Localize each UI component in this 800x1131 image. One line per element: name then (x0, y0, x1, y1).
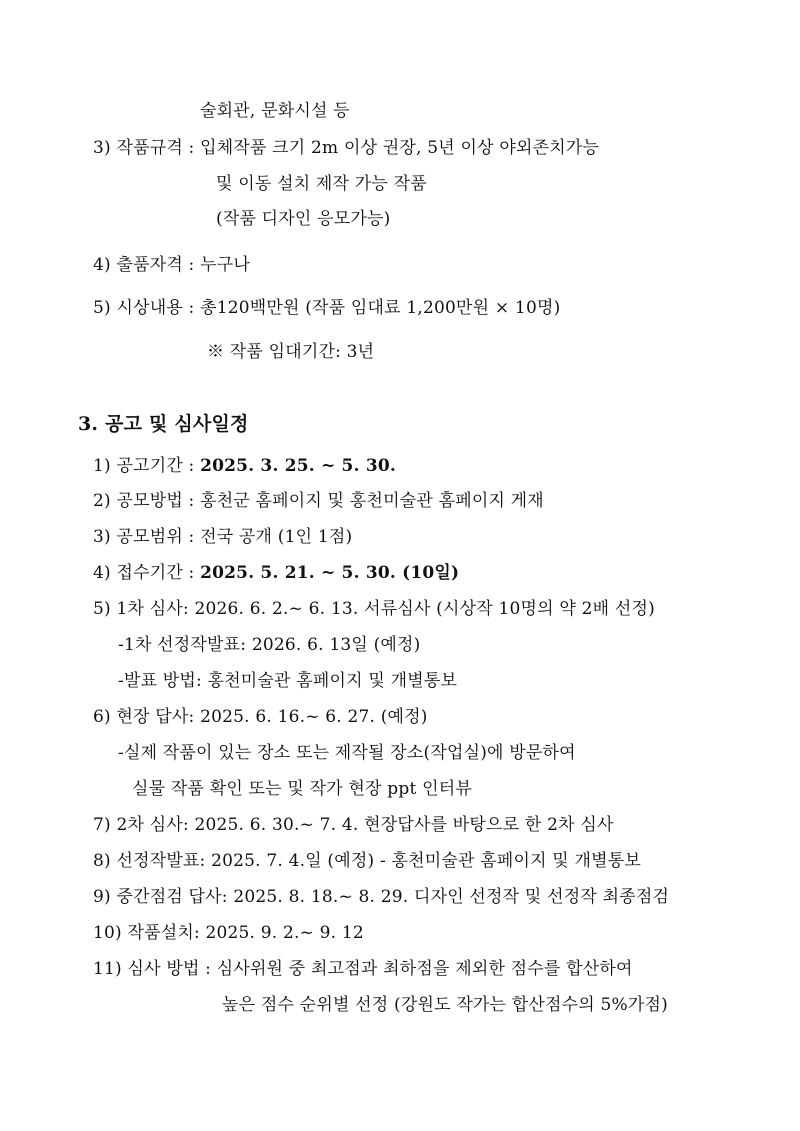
first-review-announcement: -1차 선정작발표: 2026. 6. 13일 (예정) (118, 635, 421, 655)
selection-announcement-item: 8) 선정작발표: 2025. 7. 4.일 (예정) - 홍천미술관 홈페이지 및 개별통보 (93, 851, 642, 871)
eligibility-item: 4) 출품자격 : 누구나 (93, 255, 250, 275)
venue-continuation: 술회관, 문화시설 등 (200, 101, 350, 121)
award-item: 5) 시상내용 : 총120백만원 (작품 임대료 1,200만원 × 10명) (93, 298, 561, 318)
interim-check-item: 9) 중간점검 답사: 2025. 8. 18.~ 8. 29. 디자인 선정작 및 선정작 최종점검 (93, 887, 670, 907)
review-method-continuation: 높은 점수 순위별 선정 (강원도 작가는 합산점수의 5%가점) (222, 995, 668, 1015)
first-review-item: 5) 1차 심사: 2026. 6. 2.~ 6. 13. 서류심사 (시상작 10명의 약 2배 선정) (93, 599, 655, 619)
first-review-method: -발표 방법: 홍천미술관 홈페이지 및 개별통보 (118, 671, 458, 691)
contest-method-item: 2) 공모방법 : 홍천군 홈페이지 및 홍천미술관 홈페이지 게재 (93, 491, 544, 511)
site-visit-detail-1: -실제 작품이 있는 장소 또는 제작될 장소(작업실)에 방문하여 (118, 743, 576, 763)
site-visit-item: 6) 현장 답사: 2025. 6. 16.~ 6. 27. (예정) (93, 707, 428, 727)
second-review-item: 7) 2차 심사: 2025. 6. 30.~ 7. 4. 현장답사를 바탕으로 한 2차 심사 (93, 815, 614, 835)
notice-period-item (93, 454, 396, 478)
submission-period-dates: 2025. 5. 21. ~ 5. 30. (10일) (200, 563, 460, 583)
submission-period-label: 4) 접수기간 : (93, 563, 201, 583)
work-spec-continuation-1: 및 이동 설치 제작 가능 작품 (216, 174, 427, 194)
work-spec-item: 3) 작품규격 : 입체작품 크기 2m 이상 권장, 5년 이상 야외존치가능 (93, 138, 600, 158)
notice-period-label: 1) 공고기간 : (93, 456, 201, 476)
notice-period-dates: 2025. 3. 25. ~ 5. 30. (200, 456, 396, 476)
contest-scope-item: 3) 공모범위 : 전국 공개 (1인 1점) (93, 527, 353, 547)
installation-item: 10) 작품설치: 2025. 9. 2.~ 9. 12 (93, 923, 364, 943)
site-visit-detail-2: 실물 작품 확인 또는 및 작가 현장 ppt 인터뷰 (132, 779, 472, 799)
section-heading: 3. 공고 및 심사일정 (78, 413, 249, 435)
review-method-item: 11) 심사 방법 : 심사위원 중 최고점과 최하점을 제외한 점수를 합산하여 (93, 959, 633, 979)
work-spec-continuation-2: (작품 디자인 응모가능) (216, 209, 391, 229)
submission-period-item (93, 561, 459, 585)
rental-period-note: ※ 작품 임대기간: 3년 (207, 342, 375, 362)
